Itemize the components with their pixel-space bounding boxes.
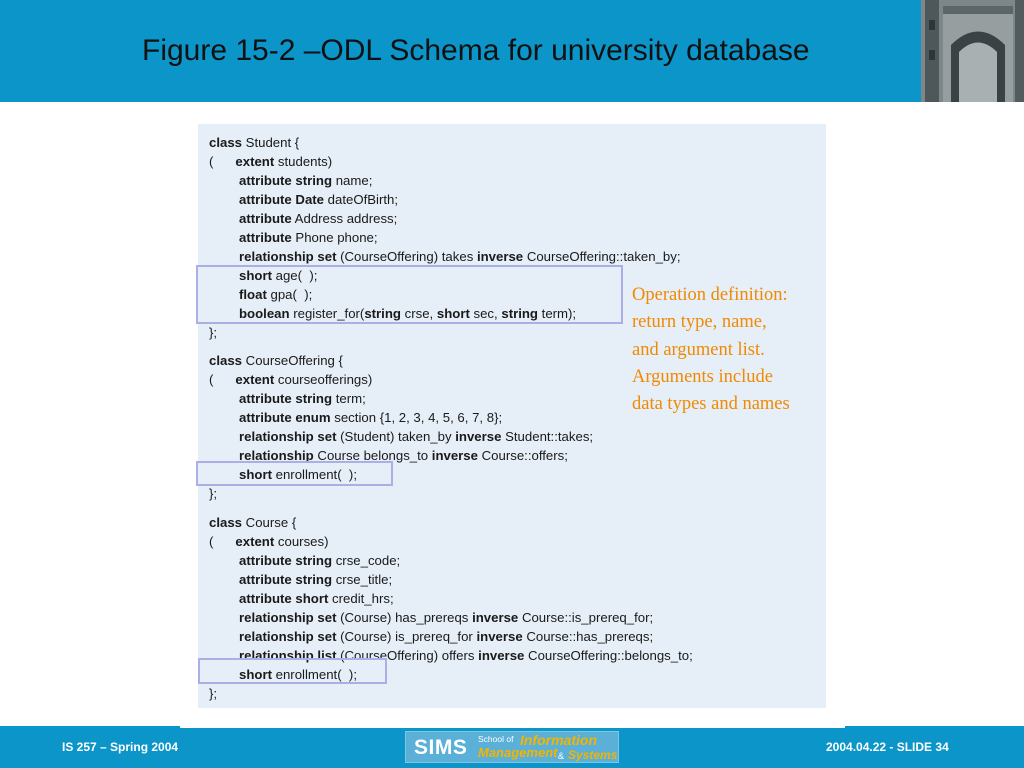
code-keyword: inverse: [455, 429, 502, 444]
note-line: Operation definition:: [632, 285, 788, 305]
code-line: [209, 370, 372, 389]
code-keyword: attribute string: [239, 572, 333, 587]
code-line: [209, 484, 217, 503]
code-text: };: [209, 486, 218, 501]
code-keyword: extent: [235, 154, 275, 169]
code-text: Course::has_prereqs;: [522, 629, 654, 644]
code-text: Student::takes;: [501, 429, 594, 444]
code-text: enrollment( );: [271, 467, 357, 482]
code-text: section {1, 2, 3, 4, 5, 6, 7, 8};: [330, 410, 503, 425]
logo-management: Management: [478, 745, 558, 760]
code-text: term;: [332, 391, 366, 406]
code-keyword: extent: [235, 372, 275, 387]
highlight-course-operation: [198, 658, 387, 684]
code-text: register_for(: [289, 306, 365, 321]
code-text: (Course) has_prereqs: [336, 610, 473, 625]
code-keyword: inverse: [476, 629, 523, 644]
highlight-student-operations: [196, 265, 623, 324]
code-text: courseofferings): [274, 372, 373, 387]
code-text: };: [209, 325, 218, 340]
code-text: gpa( );: [266, 287, 313, 302]
code-line: [209, 351, 343, 370]
code-text: (: [209, 154, 214, 169]
footer-divider: [180, 725, 845, 728]
code-keyword: attribute string: [239, 173, 333, 188]
code-keyword: attribute enum: [239, 410, 331, 425]
slide-title: Figure 15-2 –ODL Schema for university database: [142, 34, 810, 67]
code-text: enrollment( );: [271, 667, 357, 682]
code-text: (CourseOffering) offers: [336, 648, 479, 663]
code-line: [209, 171, 372, 190]
code-line: [209, 389, 366, 408]
code-text: Course::offers;: [477, 448, 568, 463]
code-keyword: short: [239, 467, 272, 482]
code-text: crse_title;: [332, 572, 393, 587]
code-line: [209, 551, 400, 570]
note-line: Arguments include: [632, 366, 773, 387]
code-keyword: class: [209, 353, 243, 368]
code-keyword: relationship: [239, 448, 314, 463]
code-text: (Student) taken_by: [336, 429, 456, 444]
code-line: [209, 190, 398, 209]
code-line: [209, 532, 328, 551]
code-text: (Course) is_prereq_for: [336, 629, 477, 644]
code-line: [209, 247, 681, 266]
slide-number: 2004.04.22 - SLIDE 34: [826, 740, 949, 754]
code-keyword: inverse: [431, 448, 478, 463]
code-keyword: inverse: [472, 610, 519, 625]
code-keyword: string: [364, 306, 401, 321]
code-text: Course::is_prereq_for;: [518, 610, 654, 625]
code-line: [209, 427, 593, 446]
code-text: name;: [332, 173, 373, 188]
code-keyword: attribute string: [239, 553, 333, 568]
code-text: Phone phone;: [291, 230, 378, 245]
code-keyword: attribute: [239, 211, 292, 226]
code-text: CourseOffering {: [242, 353, 343, 368]
logo-information: Information: [520, 732, 597, 748]
code-text: (: [209, 372, 214, 387]
logo-systems: Systems: [568, 748, 618, 762]
code-keyword: class: [209, 515, 243, 530]
highlight-courseoffering-operation: [196, 461, 393, 486]
code-line: [209, 209, 397, 228]
logo-school-of: School of: [478, 734, 514, 744]
code-keyword: short: [239, 268, 272, 283]
operation-definition-note: [632, 282, 832, 418]
note-line: return type, name,: [632, 312, 767, 333]
code-keyword: boolean: [239, 306, 290, 321]
code-line: [209, 133, 299, 152]
code-text: dateOfBirth;: [324, 192, 399, 207]
building-photo: [921, 0, 1024, 102]
code-keyword: inverse: [478, 648, 525, 663]
code-text: Course belongs_to: [313, 448, 432, 463]
code-line: [209, 228, 378, 247]
code-line: [209, 589, 394, 608]
code-text: };: [209, 686, 218, 701]
code-text: Address address;: [291, 211, 398, 226]
code-line: [209, 570, 392, 589]
code-keyword: relationship set: [239, 610, 337, 625]
code-line: [209, 684, 217, 703]
logo-ampersand: &: [558, 751, 565, 761]
code-text: sec,: [469, 306, 502, 321]
code-keyword: inverse: [476, 249, 524, 264]
code-keyword: float: [239, 287, 267, 302]
code-line: [209, 323, 217, 342]
sims-logo: [405, 731, 619, 763]
code-keyword: class: [209, 135, 243, 150]
code-text: (: [209, 534, 214, 549]
code-text: term);: [538, 306, 577, 321]
code-line: [209, 513, 296, 532]
code-line: [209, 408, 502, 427]
code-line: [209, 627, 653, 646]
code-text: credit_hrs;: [328, 591, 394, 606]
note-line: and argument list.: [632, 339, 765, 360]
code-keyword: attribute short: [239, 591, 329, 606]
code-text: CourseOffering::taken_by;: [523, 249, 681, 264]
code-keyword: attribute string: [239, 391, 333, 406]
code-keyword: relationship set: [239, 429, 337, 444]
code-keyword: relationship set: [239, 629, 337, 644]
code-keyword: extent: [235, 534, 275, 549]
code-keyword: relationship set: [239, 249, 337, 264]
logo-sims-text: SIMS: [414, 736, 468, 759]
code-text: courses): [274, 534, 329, 549]
code-keyword: short: [436, 306, 470, 321]
code-text: CourseOffering::belongs_to;: [524, 648, 693, 663]
code-keyword: short: [239, 667, 272, 682]
code-keyword: attribute Date: [239, 192, 324, 207]
course-label: IS 257 – Spring 2004: [62, 740, 179, 754]
code-text: Course {: [242, 515, 297, 530]
code-text: (CourseOffering) takes: [336, 249, 477, 264]
code-keyword: relationship list: [239, 648, 337, 663]
code-line: [209, 152, 332, 171]
code-line: [209, 608, 653, 627]
code-text: Student {: [242, 135, 300, 150]
code-text: crse,: [400, 306, 437, 321]
code-text: students): [274, 154, 333, 169]
note-line: data types and names: [632, 394, 790, 415]
code-text: crse_code;: [332, 553, 401, 568]
code-text: age( );: [271, 268, 318, 283]
code-keyword: attribute: [239, 230, 292, 245]
code-keyword: string: [501, 306, 538, 321]
